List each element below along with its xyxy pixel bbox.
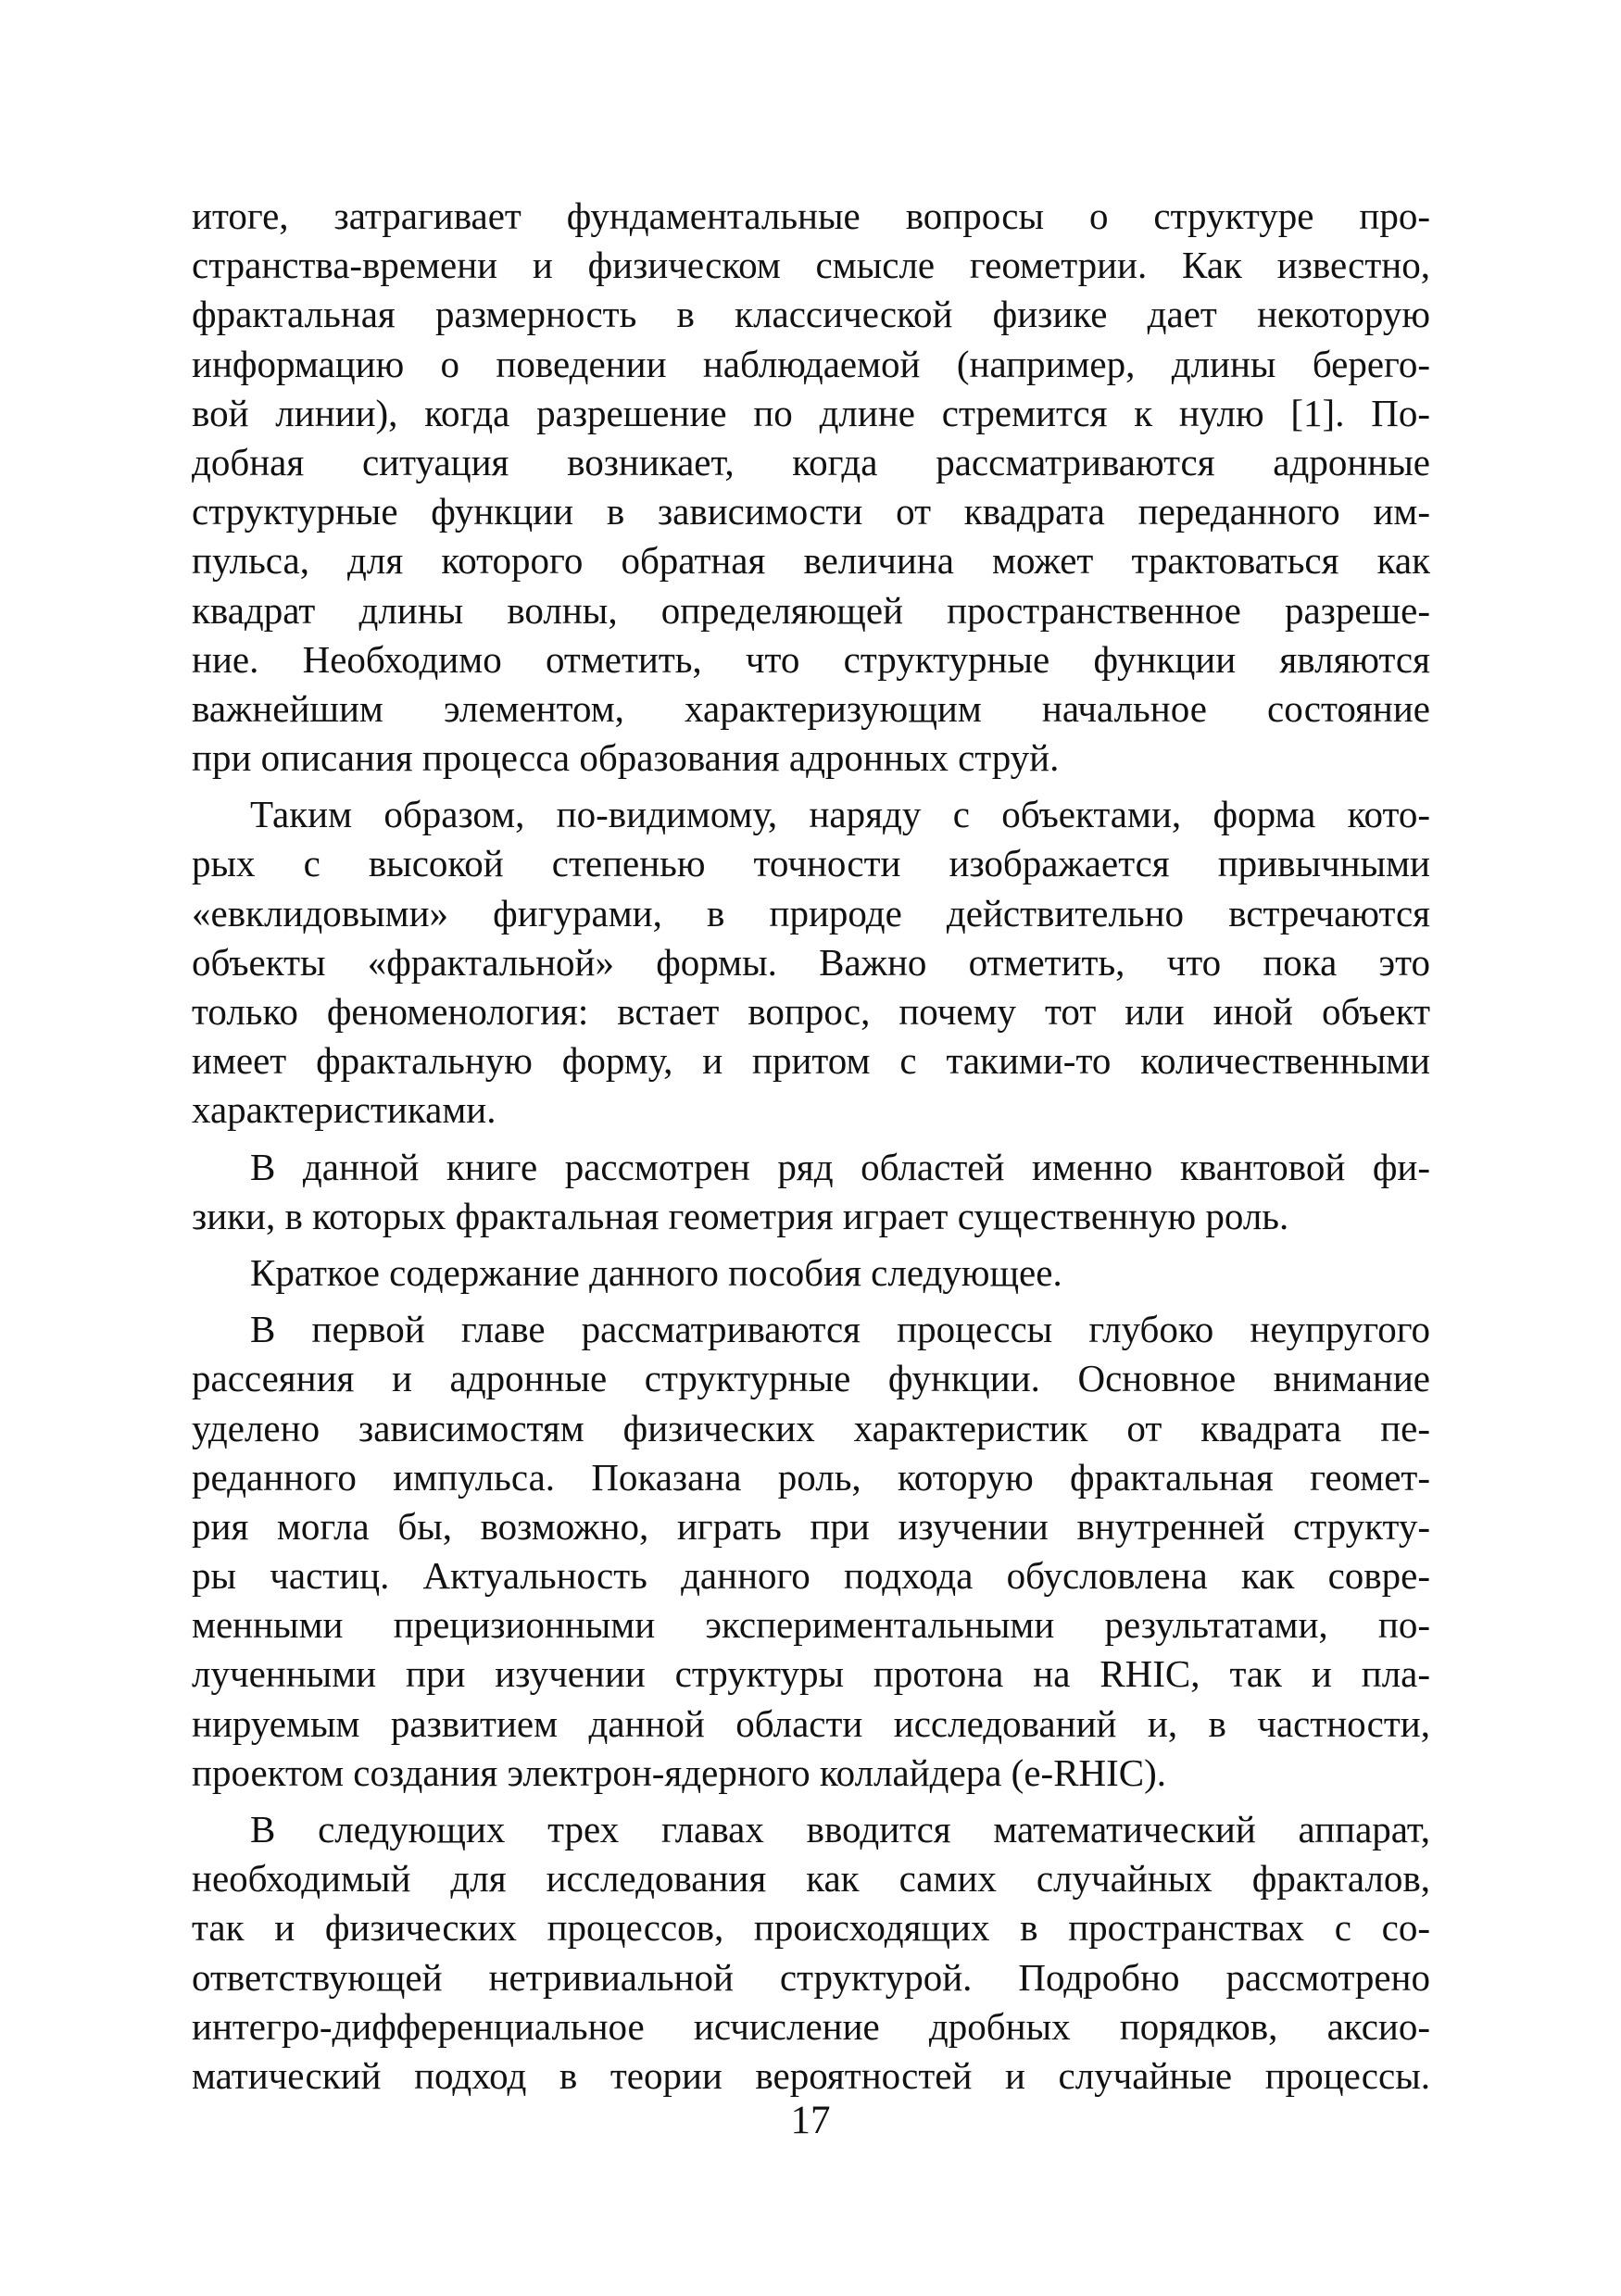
text-line: ры частиц. Актуальность данного подхода обусловлена как совре- xyxy=(192,1554,1430,1598)
text-line: при описания процесса образования адронных струй. xyxy=(192,736,1060,780)
text-line: «евклидовыми» фигурами, в природе действительно встречаются xyxy=(192,891,1430,935)
text-line: итоге, затрагивает фундаментальные вопросы о структуре про- xyxy=(192,194,1430,237)
text-line: только феноменология: встает вопрос, почему тот или иной объект xyxy=(192,990,1430,1033)
paragraph xyxy=(192,192,1430,783)
text-line: лученными при изучении структуры протона на RHIC, так и пла- xyxy=(192,1652,1430,1696)
text-line: фрактальная размерность в классической физике дает некоторую xyxy=(192,293,1430,336)
text-line: В данной книге рассмотрен ряд областей именно квантовой фи- xyxy=(250,1145,1430,1188)
text-line: важнейшим элементом, характеризующим начальное состояние xyxy=(192,686,1430,730)
text-line: В первой главе рассматриваются процессы глубоко неупругого xyxy=(250,1308,1430,1351)
text-line: нируемым развитием данной области исследований и, в частности, xyxy=(192,1701,1430,1745)
text-line: квадрат длины волны, определяющей пространственное разреше- xyxy=(192,588,1430,632)
text-line: так и физических процессов, происходящих в пространствах с со- xyxy=(192,1906,1430,1950)
text-line: структурные функции в зависимости от квадрата переданного им- xyxy=(192,490,1430,533)
text-line: рия могла бы, возможно, играть при изучении внутренней структу- xyxy=(192,1504,1430,1548)
text-line: необходимый для исследования как самих случайных фракталов, xyxy=(192,1857,1430,1901)
text-line: странства-времени и физическом смысле геометрии. Как известно, xyxy=(192,244,1430,287)
text-line: Таким образом, по-видимому, наряду с объектами, форма кото- xyxy=(250,793,1430,836)
text-line: добная ситуация возникает, когда рассматриваются адронные xyxy=(192,440,1430,483)
text-line: Краткое содержание данного пособия следующее. xyxy=(250,1250,1062,1294)
text-line: характеристиками. xyxy=(192,1088,496,1132)
text-line: интегро-дифференциальное исчисление дробных порядков, аксио- xyxy=(192,2004,1430,2048)
text-line: вой линии), когда разрешение по длине стремится к нулю [1]. По- xyxy=(192,391,1430,434)
text-line: менными прецизионными экспериментальными результатами, по- xyxy=(192,1603,1430,1647)
text-line: проектом создания электрон-ядерного коллайдера (e-RHIC). xyxy=(192,1750,1167,1794)
text-line: информацию о поведении наблюдаемой (например, длины берего- xyxy=(192,342,1430,385)
body-text xyxy=(192,192,1430,2101)
paragraph xyxy=(192,1805,1430,2101)
text-line: рых с высокой степенью точности изображается привычными xyxy=(192,842,1430,885)
text-line: уделено зависимостям физических характеристик от квадрата пе- xyxy=(192,1406,1430,1449)
text-line: пульса, для которого обратная величина может трактоваться как xyxy=(192,539,1430,583)
text-line: ответствующей нетривиальной структурой. Подробно рассмотрено xyxy=(192,1955,1430,1999)
paragraph xyxy=(192,790,1430,1135)
text-line: В следующих трех главах вводится математический аппарат, xyxy=(250,1808,1430,1851)
paragraph xyxy=(192,1143,1430,1241)
paragraph xyxy=(192,1305,1430,1798)
text-line: имеет фрактальную форму, и притом с такими-то количественными xyxy=(192,1039,1430,1083)
text-line: матический подход в теории вероятностей и случайные процессы. xyxy=(192,2053,1430,2097)
page-number: 17 xyxy=(790,2099,831,2142)
text-line: объекты «фрактальной» формы. Важно отметить, что пока это xyxy=(192,940,1430,984)
text-line: ние. Необходимо отметить, что структурные функции являются xyxy=(192,637,1430,681)
text-line: зики, в которых фрактальная геометрия играет существенную роль. xyxy=(192,1194,1289,1237)
paragraph xyxy=(192,1248,1430,1298)
text-line: реданного импульса. Показана роль, которую фрактальная геомет- xyxy=(192,1455,1430,1499)
text-line: рассеяния и адронные структурные функции. Основное внимание xyxy=(192,1357,1430,1400)
